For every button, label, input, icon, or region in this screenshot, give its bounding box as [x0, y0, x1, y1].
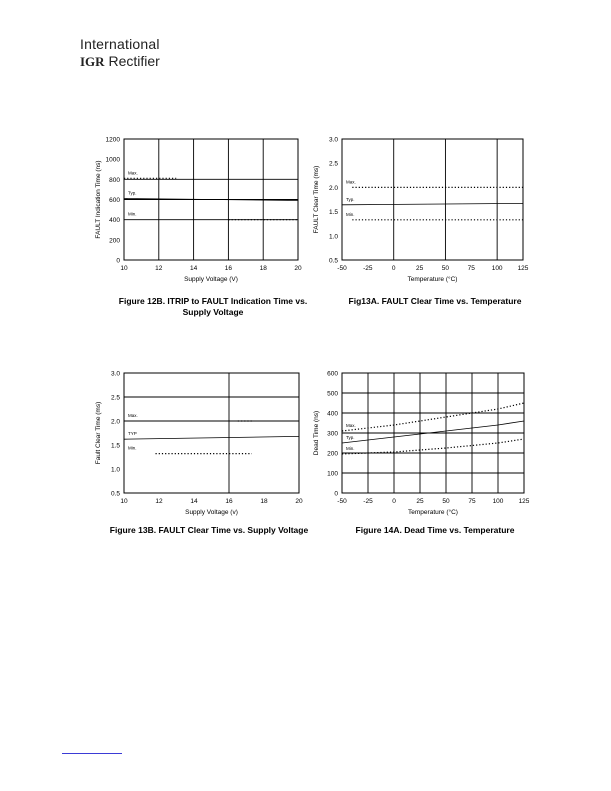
series-label: Max. [128, 170, 138, 176]
y-tick-label: 1000 [105, 156, 120, 164]
caption-13b: Figure 13B. FAULT Clear Time vs. Supply Voltage [109, 525, 309, 535]
x-tick-label: 75 [467, 265, 475, 272]
y-tick-label: 400 [109, 217, 120, 225]
x-tick-label: 18 [260, 498, 268, 505]
x-axis-label: Temperature (°C) [407, 276, 458, 283]
footer-link-underline [62, 753, 122, 754]
x-tick-label: 50 [441, 265, 450, 272]
series-line-min [342, 439, 524, 454]
x-axis-label: Supply Voltage (v) [185, 509, 238, 516]
y-tick-label: 1.5 [110, 442, 120, 450]
x-tick-label: 25 [415, 265, 424, 272]
y-tick-label: 2.0 [328, 184, 338, 192]
caption-14a: Figure 14A. Dead Time vs. Temperature [355, 525, 515, 535]
x-tick-label: 25 [416, 498, 424, 505]
y-tick-label: 1200 [105, 136, 120, 144]
y-tick-label: 600 [327, 370, 338, 378]
y-axis-label: FAULT Clear Time (ms) [313, 165, 320, 234]
series-label: Max. [346, 423, 356, 428]
x-tick-label: 20 [295, 498, 303, 505]
logo-igr: IGR [80, 54, 105, 69]
series-label: Min. [128, 445, 137, 451]
x-tick-label: 125 [517, 265, 529, 272]
series-label: TYP [128, 431, 137, 437]
x-tick-label: 0 [391, 265, 396, 272]
x-tick-label: 10 [120, 498, 128, 505]
caption-12b: Figure 12B. ITRIP to FAULT Indication Time vs. Supply Voltage [118, 296, 308, 317]
series-label: Min. [346, 446, 355, 451]
logo-rectifier: Rectifier [108, 53, 160, 69]
x-tick-label: 16 [225, 498, 233, 505]
y-tick-label: 800 [109, 176, 120, 184]
y-tick-label: 1.0 [110, 466, 120, 474]
y-tick-label: 600 [109, 197, 120, 204]
x-tick-label: 10 [120, 265, 128, 272]
series-label: Typ. [128, 190, 137, 196]
series-label: Typ. [346, 196, 355, 202]
x-tick-label: 100 [492, 498, 504, 505]
series-line-typ [342, 421, 524, 443]
caption-13a: Fig13A. FAULT Clear Time vs. Temperature [348, 296, 522, 306]
x-tick-label: 50 [442, 498, 450, 505]
series-label: Typ. [346, 435, 355, 440]
y-tick-label: 100 [327, 470, 338, 478]
x-tick-label: 12 [155, 498, 163, 505]
y-tick-label: 2.5 [110, 394, 120, 402]
x-tick-label: 75 [468, 498, 476, 505]
x-tick-label: 14 [190, 498, 198, 505]
y-axis-label: FAULT Indication Time (ns) [95, 160, 102, 239]
x-tick-label: -25 [363, 265, 373, 272]
x-tick-label: 18 [259, 265, 267, 272]
y-tick-label: 0 [116, 257, 120, 265]
y-tick-label: 0 [334, 490, 338, 498]
y-tick-label: 0.5 [110, 490, 120, 498]
logo-line1: International [80, 36, 160, 52]
y-axis-label: Dead Time (ns) [313, 410, 320, 456]
y-tick-label: 2.5 [328, 160, 338, 168]
y-tick-label: 300 [327, 430, 338, 438]
y-tick-label: 200 [327, 450, 338, 458]
x-tick-label: 16 [224, 265, 233, 272]
y-tick-label: 1.5 [328, 209, 338, 217]
y-tick-label: 2.0 [110, 418, 120, 426]
x-tick-label: 14 [189, 265, 198, 272]
y-tick-label: 500 [327, 390, 338, 398]
y-axis-label: Fault Clear Time (ms) [95, 401, 102, 465]
series-label: Max. [128, 413, 138, 418]
y-tick-label: 1.0 [328, 233, 338, 241]
x-tick-label: -50 [337, 265, 347, 272]
x-axis-label: Temperature (°C) [408, 509, 458, 516]
x-tick-label: 20 [294, 265, 302, 272]
x-tick-label: 12 [155, 265, 163, 272]
series-label: Min. [128, 211, 137, 217]
y-tick-label: 0.5 [328, 257, 338, 265]
x-tick-label: -50 [337, 498, 347, 505]
series-label: Max. [346, 179, 356, 185]
y-tick-label: 3.0 [110, 370, 120, 378]
x-axis-label: Supply Voltage (V) [184, 276, 238, 283]
y-tick-label: 200 [109, 237, 120, 245]
y-tick-label: 3.0 [328, 136, 338, 144]
x-tick-label: 125 [518, 498, 530, 505]
x-tick-label: 100 [491, 265, 503, 272]
y-tick-label: 400 [327, 410, 338, 418]
x-tick-label: -25 [363, 498, 373, 505]
series-line-max [342, 403, 524, 431]
x-tick-label: 0 [392, 498, 396, 505]
series-label: Min. [346, 211, 355, 217]
